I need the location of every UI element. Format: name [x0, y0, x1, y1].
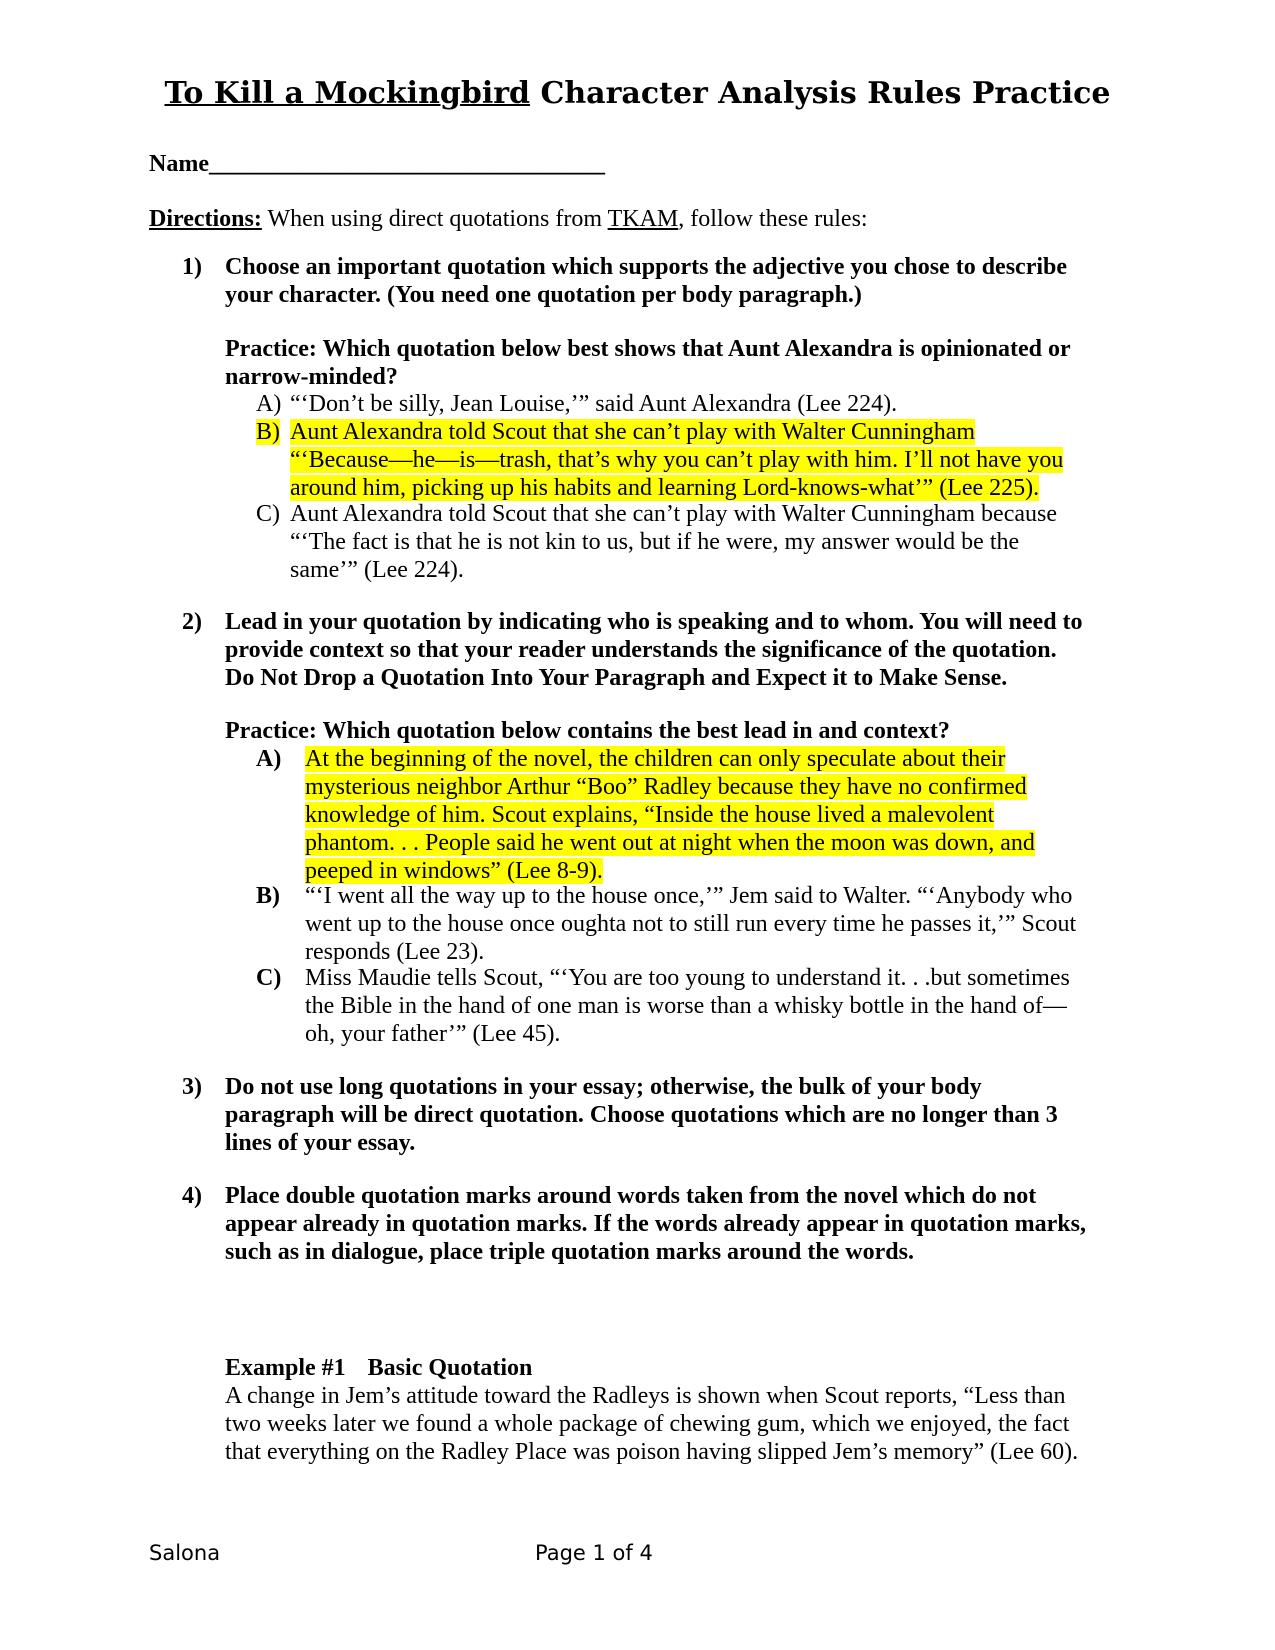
option-line: phantom. . . People said he went out at night when the moon was down, and — [305, 830, 1035, 856]
footer-page-number: Page 1 of 4 — [535, 1541, 653, 1565]
option-text — [305, 882, 1076, 966]
directions-label: Directions: — [149, 206, 262, 232]
rule-line: your character. (You need one quotation per body paragraph.) — [225, 282, 862, 308]
option-line: the Bible in the hand of one man is worse than a whisky bottle in the hand of— — [305, 993, 1067, 1019]
option-line: “‘The fact is that he is not kin to us, but if he were, my answer would be the — [290, 529, 1020, 555]
rule-line: such as in dialogue, place triple quotation marks around the words. — [225, 1239, 914, 1265]
option-line: knowledge of him. Scout explains, “Inside the house lived a malevolent — [305, 802, 995, 828]
example-line: A change in Jem’s attitude toward the Radleys is shown when Scout reports, “Less than — [225, 1383, 1066, 1409]
footer-author: Salona — [149, 1541, 221, 1565]
rule-number: 1) — [182, 254, 202, 280]
title-rest: Character Analysis Rules Practice — [530, 76, 1111, 111]
practice-line: Practice: Which quotation below best shows that Aunt Alexandra is opinionated or — [225, 336, 1071, 362]
option-label: B) — [256, 883, 280, 909]
rule-line: Place double quotation marks around words taken from the novel which do not — [225, 1183, 1037, 1209]
rule-number: 4) — [182, 1183, 202, 1209]
option-label: A) — [256, 391, 282, 417]
rule-line: provide context so that your reader understands the significance of the quotation. — [225, 637, 1057, 663]
rule-line: Do not use long quotations in your essay; otherwise, the bulk of your body — [225, 1074, 982, 1100]
option-line: peeped in windows” (Lee 8-9). — [305, 858, 603, 884]
practice-1-question — [225, 335, 1125, 391]
option-line: “‘Don’t be silly, Jean Louise,’” said Aunt Alexandra (Lee 224). — [290, 391, 898, 417]
option-line: went up to the house once oughta not to still run every time he passes it,’” Scout — [305, 911, 1077, 937]
example-heading — [225, 1354, 532, 1382]
directions-text-before: When using direct quotations from — [261, 206, 608, 232]
rule-line: paragraph will be direct quotation. Choose quotations which are no longer than 3 — [225, 1102, 1058, 1128]
practice-line: narrow-minded? — [225, 364, 398, 390]
example-body — [225, 1382, 1125, 1466]
option-text — [290, 418, 1063, 502]
example-line: that everything on the Radley Place was poison having slipped Jem’s memory” (Lee 60). — [225, 1439, 1079, 1465]
option-line: Aunt Alexandra told Scout that she can’t play with Walter Cunningham — [290, 419, 976, 445]
option-line: responds (Lee 23). — [305, 939, 485, 965]
rule-text — [225, 1182, 1125, 1266]
option-line: oh, your father’” (Lee 45). — [305, 1021, 561, 1047]
option-line: At the beginning of the novel, the children can only speculate about their — [305, 746, 1006, 772]
rule-text — [225, 608, 1125, 692]
option-line: “‘I went all the way up to the house once,’” Jem said to Walter. “‘Anybody who — [305, 883, 1073, 909]
option-label: B) — [256, 419, 280, 445]
practice-2-question — [225, 717, 1125, 745]
directions — [149, 205, 868, 233]
option-line: around him, picking up his habits and learning Lord-knows-what’” (Lee 225). — [290, 475, 1040, 501]
example-line: two weeks later we found a whole package of chewing gum, which we enjoyed, the fact — [225, 1411, 1070, 1437]
rule-line: lines of your essay. — [225, 1130, 416, 1156]
rule-line: Do Not Drop a Quotation Into Your Paragraph and Expect it to Make Sense. — [225, 665, 1008, 691]
option-label-wrap — [256, 418, 280, 446]
title-book-name: To Kill a Mockingbird — [164, 76, 531, 111]
option-label: C) — [256, 965, 282, 991]
rule-text — [225, 253, 1125, 309]
page-title — [0, 74, 1275, 114]
option-line: “‘Because—he—is—trash, that’s why you can’t play with him. I’ll not have you — [290, 447, 1064, 473]
practice-line: Practice: Which quotation below contains the best lead in and context? — [225, 718, 950, 744]
option-text — [305, 964, 1070, 1048]
option-line: Miss Maudie tells Scout, “‘You are too young to understand it. . .but sometimes — [305, 965, 1070, 991]
name-field-label: Name_________________________________ — [149, 151, 605, 177]
option-line: mysterious neighbor Arthur “Boo” Radley because they have no confirmed — [305, 774, 1027, 800]
directions-tkam: TKAM — [607, 206, 679, 232]
rule-number: 2) — [182, 609, 202, 635]
rule-line: Choose an important quotation which supports the adjective you chose to describe — [225, 254, 1068, 280]
option-text — [305, 745, 1035, 885]
rule-line: Lead in your quotation by indicating who is speaking and to whom. You will need to — [225, 609, 1083, 635]
option-text — [290, 500, 1057, 584]
rule-number: 3) — [182, 1074, 202, 1100]
option-label: C) — [256, 501, 280, 527]
option-label: A) — [256, 746, 282, 772]
option-line: same’” (Lee 224). — [290, 557, 464, 583]
rule-line: appear already in quotation marks. If the words already appear in quotation marks, — [225, 1211, 1086, 1237]
example-number: Example #1 — [225, 1355, 346, 1381]
rule-text — [225, 1073, 1125, 1157]
option-line: Aunt Alexandra told Scout that she can’t play with Walter Cunningham because — [290, 501, 1058, 527]
example-title: Basic Quotation — [367, 1355, 533, 1381]
directions-text-after: , follow these rules: — [678, 206, 868, 232]
option-text — [290, 390, 897, 418]
